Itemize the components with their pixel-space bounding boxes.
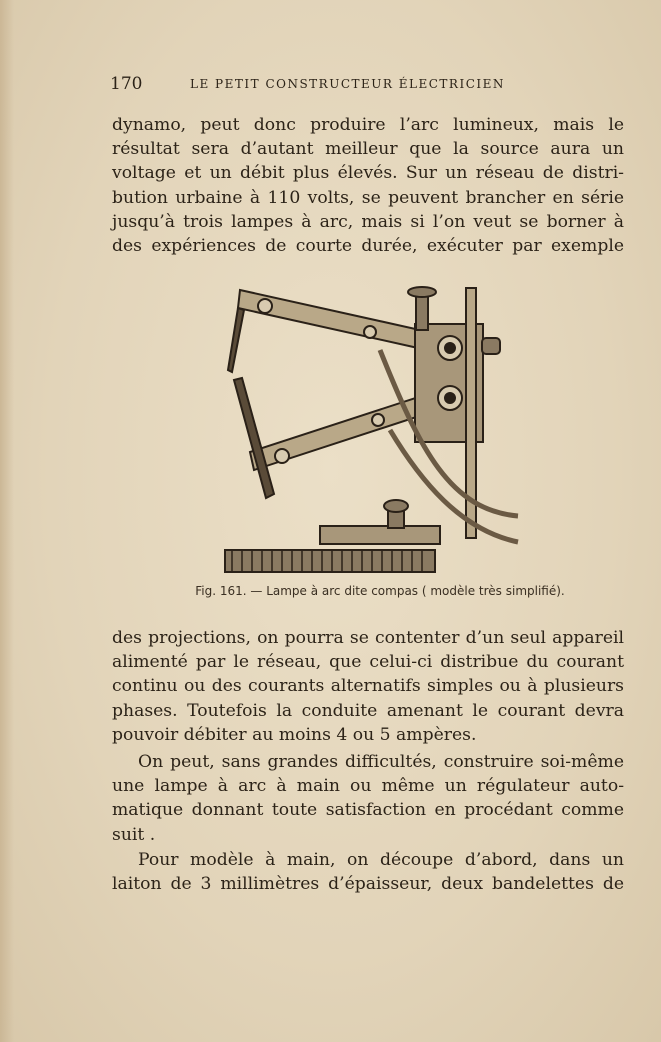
text-line: suit . [112, 824, 156, 845]
text-line: Pour modèle à main, on découpe d’abord, dans un [138, 850, 624, 870]
paragraph-3 [112, 848, 624, 896]
paragraph-top [112, 113, 624, 258]
lower-carbon [234, 378, 274, 498]
text-line: On peut, sans grandes difficultés, construire soi-même [138, 752, 624, 772]
figure-caption: Fig. 161. — Lampe à arc dite compas ( modèle très simplifié). [195, 584, 565, 598]
text-line: alimenté par le réseau, que celui-ci distribue du courant [112, 652, 624, 673]
text-line: pouvoir débiter au moins 4 ou 5 ampères. [112, 724, 477, 745]
text-line: phases. Toutefois la conduite amenant le courant devra [112, 700, 624, 721]
text-line: continu ou des courants alternatifs simples ou à plusieurs [112, 676, 624, 697]
text-line: une lampe à arc à main ou même un régulateur auto- [112, 776, 624, 797]
upper-carbon [228, 308, 244, 372]
text-line: des expériences de courte durée, exécuter par exemple [112, 236, 624, 257]
text-line: résultat sera d’autant meilleur que la source aura un [112, 139, 624, 160]
running-title: LE PETIT CONSTRUCTEUR ÉLECTRICIEN [190, 77, 505, 91]
text-line: matique donnant toute satisfaction en procédant comme [112, 800, 624, 821]
text-line: voltage et un débit plus élevés. Sur un réseau de distri- [112, 163, 624, 184]
paragraph-mid [112, 626, 624, 747]
page-header [110, 74, 630, 96]
page-number: 170 [110, 74, 143, 94]
text-line: des projections, on pourra se contenter d’un seul appareil [112, 628, 624, 648]
text-line: jusqu’à trois lampes à arc, mais si l’on veut se borner à [112, 211, 624, 232]
page-binding-shadow [0, 0, 14, 1042]
text-line: dynamo, peut donc produire l’arc lumineux, mais le [112, 115, 624, 135]
text-line: bution urbaine à 110 volts, se peuvent brancher en série [112, 187, 624, 208]
text-line: laiton de 3 millimètres d’épaisseur, deux bandelettes de [112, 874, 624, 895]
paragraph-2 [112, 750, 624, 847]
base-rack [225, 550, 435, 572]
arc-lamp-illustration [220, 280, 520, 580]
